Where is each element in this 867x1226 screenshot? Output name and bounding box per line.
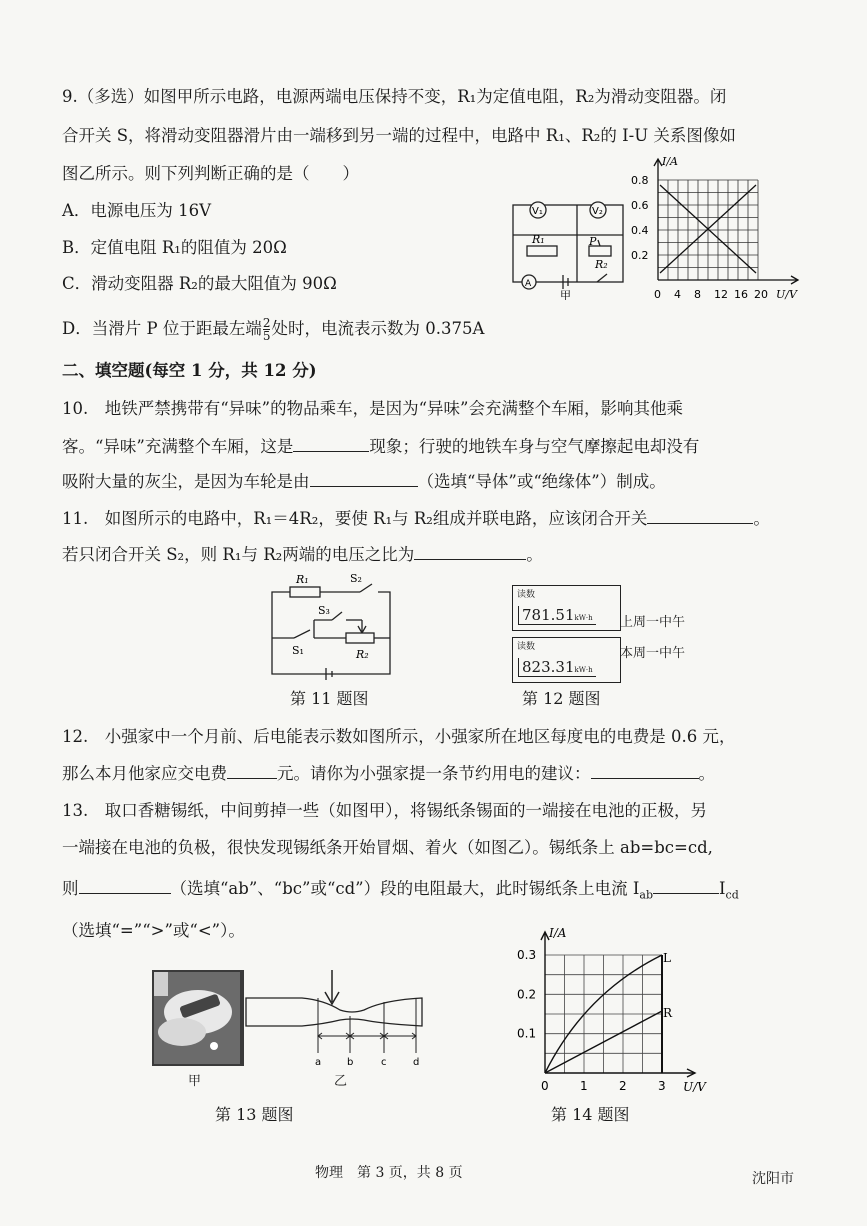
q9-xtick-label: 20 xyxy=(754,288,768,301)
meter-bottom-box: 读数 823.31kW·h xyxy=(512,637,621,683)
q14-ytick-label: 0.1 xyxy=(517,1026,537,1041)
q14-xtick-label: 2 xyxy=(619,1079,627,1093)
point-c-label: c xyxy=(381,1057,387,1068)
point-b-label: b xyxy=(347,1057,354,1068)
q11-circuit-diagram xyxy=(262,572,402,687)
q14-caption: 第 14 题图 xyxy=(551,1105,630,1124)
q9-option-a: A．电源电压为 16V xyxy=(62,201,212,220)
q11-line1: 11. 如图所示的电路中，R₁＝4R₂，要使 R₁与 R₂组成并联电路，应该闭合开关 。 xyxy=(62,509,770,528)
q11-r1-label: R₁ xyxy=(296,573,309,586)
q9-ytick-label: 0.4 xyxy=(631,224,649,237)
p-label: P xyxy=(589,235,597,248)
r1-label: R₁ xyxy=(532,233,545,246)
meter-top-note: 上周一中午 xyxy=(620,615,686,630)
meter-top-value: 781.51kW·h xyxy=(518,606,596,625)
q11-s3-label: S₃ xyxy=(318,604,330,617)
meter-bottom-note: 本周一中午 xyxy=(620,646,686,661)
q13-photo-figure xyxy=(152,970,244,1066)
q9-xtick-label: 12 xyxy=(714,288,728,301)
q9-line3: 图乙所示。则下列判断正确的是（ ） xyxy=(62,164,359,183)
q9-iu-graph xyxy=(628,155,808,305)
q12-line2: 那么本月他家应交电费 元。请你为小强家提一条节约用电的建议： 。 xyxy=(62,764,715,783)
q9-circuit-diagram xyxy=(505,195,630,300)
meter-bottom-value: 823.31kW·h xyxy=(518,658,596,677)
q13-fig-a-label: 甲 xyxy=(188,1074,202,1089)
q11-r2-label: R₂ xyxy=(356,648,369,661)
page-footer: 物理 第 3 页，共 8 页 xyxy=(315,1165,463,1181)
q14-iu-graph xyxy=(515,925,715,1093)
q9-xtick-label: 8 xyxy=(694,288,701,301)
q9-option-c: C．滑动变阻器 R₂的最大阻值为 90Ω xyxy=(62,274,337,293)
q10-line2: 客。“异味”充满整个车厢，这是 现象；行驶的地铁车身与空气摩擦起电却没有 xyxy=(62,437,700,456)
r2-label: R₂ xyxy=(595,258,608,271)
q9-ytick-label: 0.8 xyxy=(631,174,649,187)
q12-meter-figure xyxy=(512,585,702,685)
q9-xtick-label: 16 xyxy=(734,288,748,301)
q13-line4: （选填“=”“>”或“<”）。 xyxy=(62,921,245,940)
q10-blank-2[interactable] xyxy=(310,470,418,487)
q9-option-d: D．当滑片 P 位于距最左端 $\frac{2}{5}$ 处时，电流表示数为 0.375A xyxy=(62,316,485,343)
series-l-label: L xyxy=(663,951,671,965)
q14-ylabel: I/A xyxy=(549,926,567,940)
v1-label: V₁ xyxy=(532,206,543,217)
q13-blank-1[interactable] xyxy=(79,877,171,894)
q9-graph-ylabel: I/A xyxy=(662,155,678,168)
q9-ytick-label: 0.6 xyxy=(631,199,649,212)
meter-top-box: 读数 781.51kW·h xyxy=(512,585,621,631)
q12-caption: 第 12 题图 xyxy=(522,689,601,708)
q9-option-b: B．定值电阻 R₁的阻值为 20Ω xyxy=(62,238,287,257)
q9-line2: 合开关 S，将滑动变阻器滑片由一端移到另一端的过程中，电路中 R₁、R₂的 I-U 关系图像如 xyxy=(62,126,736,145)
q13-fig-b-label: 乙 xyxy=(334,1074,348,1089)
q9-xtick-label: 4 xyxy=(674,288,681,301)
q14-ytick-label: 0.2 xyxy=(517,987,537,1002)
q12-blank-1[interactable] xyxy=(227,762,277,779)
q14-xlabel: U/V xyxy=(683,1080,706,1093)
q14-ytick-label: 0.3 xyxy=(517,948,537,962)
q9-graph-xlabel: U/V xyxy=(776,288,797,301)
point-a-label: a xyxy=(315,1057,322,1068)
q13-line1: 13. 取口香糖锡纸，中间剪掉一些（如图甲），将锡纸条锡面的一端接在电池的正极，另 xyxy=(62,801,707,820)
q11-line2: 若只闭合开关 S₂，则 R₁与 R₂两端的电压之比为 。 xyxy=(62,545,543,564)
ammeter-label: A xyxy=(525,279,532,289)
q9-line1: 9.（多选）如图甲所示电路，电源两端电压保持不变，R₁为定值电阻，R₂为滑动变阻器。闭 xyxy=(62,87,727,106)
q9-xtick-label: 0 xyxy=(654,288,661,301)
q13-line2: 一端接在电池的负极，很快发现锡纸条开始冒烟、着火（如图乙）。锡纸条上 ab=bc=cd, xyxy=(62,838,713,857)
q10-line1: 10. 地铁严禁携带有“异味”的物品乘车，是因为“异味”会充满整个车厢，影响其他乘 xyxy=(62,399,683,418)
q14-xtick-label: 1 xyxy=(580,1079,588,1093)
section-2-heading: 二、填空题(每空 1 分，共 12 分) xyxy=(62,361,317,380)
v2-label: V₂ xyxy=(592,206,603,217)
q14-xtick-label: 3 xyxy=(658,1079,666,1093)
q11-s1-label: S₁ xyxy=(292,644,304,657)
q10-blank-1[interactable] xyxy=(293,435,369,452)
point-d-label: d xyxy=(413,1057,420,1068)
q10-line3: 吸附大量的灰尘，是因为车轮是由 （选填“导体”或“绝缘体”）制成。 xyxy=(62,472,666,491)
q13-blank-2[interactable] xyxy=(653,877,719,894)
q11-blank-1[interactable] xyxy=(647,507,753,524)
fraction-two-fifths: $\frac{2}{5}$ xyxy=(262,316,271,343)
q13-caption: 第 13 题图 xyxy=(215,1105,294,1124)
q12-line1: 12. 小强家中一个月前、后电能表示数如图所示，小强家所在地区每度电的电费是 0.6 元， xyxy=(62,727,736,746)
circuit-caption: 甲 xyxy=(560,289,571,300)
q11-blank-2[interactable] xyxy=(414,543,526,560)
q11-caption: 第 11 题图 xyxy=(290,689,369,708)
footer-region: 沈阳市 xyxy=(752,1171,794,1187)
q13-line3: 则 （选填“ab”、“bc”或“cd”）段的电阻最大，此时锡纸条上电流 $I_{ab}$ $I_{cd}$ xyxy=(62,879,739,902)
q12-blank-2[interactable] xyxy=(591,762,699,779)
series-r-label: R xyxy=(663,1006,673,1020)
q14-xtick-label: 0 xyxy=(541,1079,549,1093)
q13-foil-strip-figure xyxy=(244,968,434,1068)
q9-ytick-label: 0.2 xyxy=(631,249,649,262)
q11-s2-label: S₂ xyxy=(350,572,362,585)
